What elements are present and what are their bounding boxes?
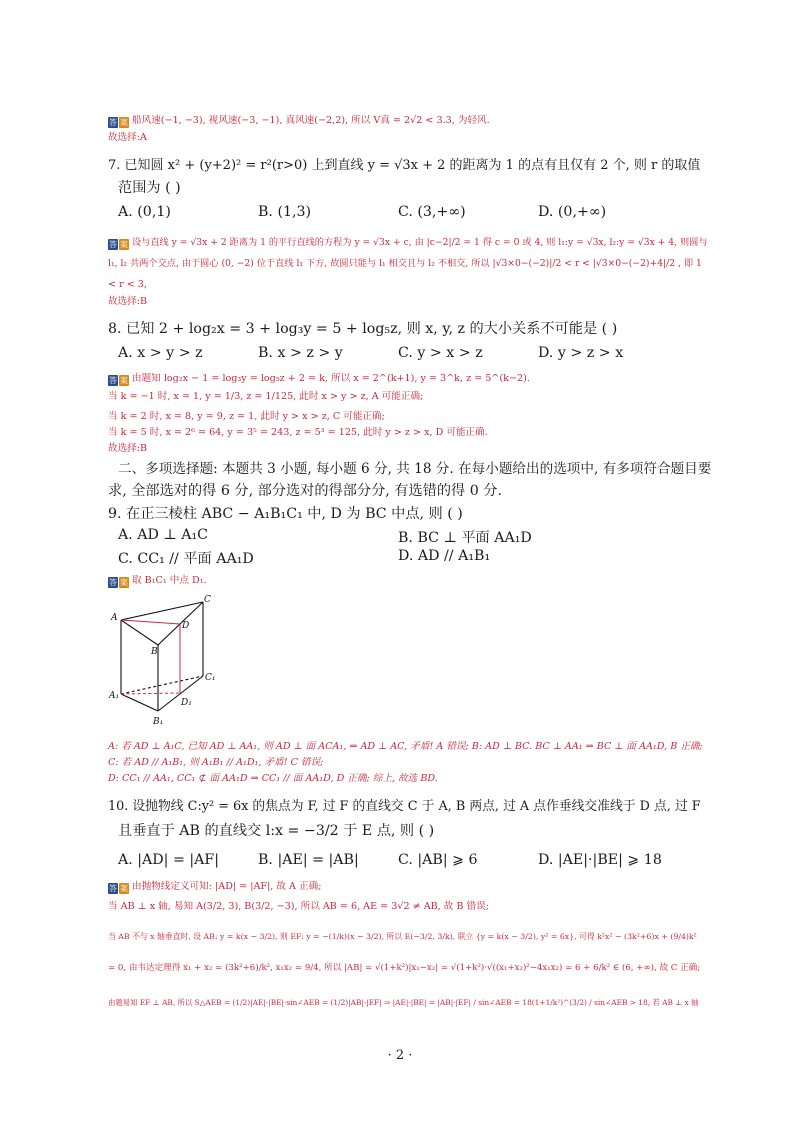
q10-option-c: C. |AB| ⩾ 6 bbox=[398, 852, 478, 868]
q8-option-a: A. x > y > z bbox=[118, 345, 203, 361]
q7-option-d: D. (0,+∞) bbox=[538, 204, 607, 220]
q10-option-b: B. |AE| = |AB| bbox=[258, 852, 359, 868]
label-b1: B₁ bbox=[153, 717, 164, 727]
q9-stem: 9. 在正三棱柱 ABC − A₁B₁C₁ 中, D 为 BC 中点, 则 ( ) bbox=[108, 506, 463, 522]
edge-a1b1 bbox=[121, 694, 158, 711]
q7-answer-line3: < r < 3, bbox=[108, 279, 147, 290]
q10-answer-line1: 答 案 由抛物线定义可知: |AD| = |AF|, 故 A 正确; bbox=[109, 881, 322, 893]
page-number: · 2 · bbox=[387, 1048, 413, 1063]
q9-answer-head: 答 案 取 B₁C₁ 中点 D₁. bbox=[109, 575, 207, 587]
q7-stem-line2: 范围为 ( ) bbox=[118, 180, 181, 196]
q6-answer: 答 案 船风速(−1, −3), 视风速(−3, −1), 真风速(−2,2), 所以 V真 = 2√2 < 3.3, 为轻风. bbox=[109, 115, 490, 127]
q7-option-a: A. (0,1) bbox=[118, 204, 171, 220]
q10-stem-line2: 且垂直于 AB 的直线交 l:x = −3/2 于 E 点, 则 ( ) bbox=[118, 823, 435, 839]
q8-option-c: C. y > x > z bbox=[398, 345, 483, 361]
q7-option-c: C. (3,+∞) bbox=[398, 204, 466, 220]
prism-figure bbox=[108, 590, 228, 740]
q9-answer-line2: C: 若 AD // A₁B₁, 则 A₁B₁ // A₁D₁, 矛盾! C 错误; bbox=[108, 757, 324, 768]
answer-badge: 答 案 bbox=[109, 884, 128, 893]
answer-badge: 答 案 bbox=[109, 118, 128, 127]
q7-answer-choice: 故选择:B bbox=[108, 296, 148, 307]
q7-options bbox=[118, 204, 708, 226]
q8-option-d: D. y > z > x bbox=[538, 345, 624, 361]
label-d: D bbox=[182, 621, 190, 631]
q7-option-b: B. (1,3) bbox=[258, 204, 312, 220]
q8-stem: 8. 已知 2 + log₂x = 3 + log₃y = 5 + log₅z, 则 x, y, z 的大小关系不可能是 ( ) bbox=[108, 321, 618, 337]
q10-answer-line5: 由题易知 EF ⊥ AB, 所以 S△AEB = (1/2)|AE|·|BE|·sin∠AEB = (1/2)|AB|·|EF| ⇒ |AE|·|BE| = |AB|·|EF| / sin∠AEB = 18(1+1/k²)^(3/2) / sin∠AEB > 18, 若 AB ⊥ x 轴 bbox=[108, 998, 699, 1007]
q9-option-b: B. BC ⊥ 平面 AA₁D bbox=[398, 530, 532, 546]
label-d1: D₁ bbox=[181, 698, 192, 708]
q9-answer-line3: D: CC₁ // AA₁, CC₁ ⊄ 面 AA₁D ⇒ CC₁ // 面 AA₁D, D 正确; 综上, 故选 BD. bbox=[108, 773, 438, 784]
q10-option-d: D. |AE|·|BE| ⩾ 18 bbox=[538, 852, 662, 868]
segment-ad bbox=[121, 620, 180, 624]
answer-badge: 答 案 bbox=[109, 240, 128, 249]
q10-stem-line1: 10. 设抛物线 C:y² = 6x 的焦点为 F, 过 F 的直线交 C 于 A, B 两点, 过 A 点作垂线交准线于 D 点, 过 F bbox=[108, 799, 701, 814]
q10-answer-line3: 当 AB 不与 x 轴垂直时, 设 AB: y = k(x − 3/2), 则 EF: y = −(1/k)(x − 3/2), 所以 E(−3/2, 3/k), 联立 {y = k(x − 3/2), y² = 6x}, 可得 k²x² − (3k²+6)x + (9/4)k² bbox=[108, 932, 697, 941]
q6-answer-choice: 故选择:A bbox=[108, 132, 147, 143]
q7-stem-line1: 7. 已知圆 x² + (y+2)² = r²(r>0) 上到直线 y = √3x + 2 的距离为 1 的点有且仅有 2 个, 则 r 的取值 bbox=[108, 158, 701, 173]
q10-answer-line2: 当 AB ⊥ x 轴, 易知 A(3/2, 3), B(3/2, −3), 所以 AB = 6, AE = 3√2 ≠ AB, 故 B 错误; bbox=[108, 901, 489, 912]
q9-option-a: A. AD ⊥ A₁C bbox=[118, 527, 209, 543]
q9-options-row2 bbox=[118, 548, 708, 570]
label-c1: C₁ bbox=[205, 673, 216, 683]
edge-ac bbox=[121, 602, 203, 620]
answer-badge: 答 案 bbox=[109, 578, 128, 587]
label-c: C bbox=[204, 595, 211, 605]
edge-ab bbox=[121, 620, 158, 645]
section2-heading-line1: 二、多项选择题: 本题共 3 小题, 每小题 6 分, 共 18 分. 在每小题给出的选项中, 有多项符合题目要 bbox=[118, 461, 712, 477]
answer-badge: 答 案 bbox=[109, 376, 128, 385]
q9-option-d: D. AD // A₁B₁ bbox=[398, 548, 491, 564]
q10-option-a: A. |AD| = |AF| bbox=[118, 852, 220, 868]
q8-answer-line1: 答 案 由题知 log₂x − 1 = log₃y = log₅z + 2 = k, 所以 x = 2^(k+1), y = 3^k, z = 5^(k−2). bbox=[109, 373, 530, 385]
section2-heading-line2: 求, 全部选对的得 6 分, 部分选对的得部分分, 有选错的得 0 分. bbox=[108, 483, 502, 499]
q8-answer-choice: 故选择:B bbox=[108, 443, 148, 454]
q8-options bbox=[118, 345, 708, 367]
q7-answer-line1: 答 案 设与直线 y = √3x + 2 距离为 1 的平行直线的方程为 y = √3x + c, 由 |c−2|/2 = 1 得 c = 0 或 4, 则 l₁:y = √3x, l₂:y = √3x + 4, 则圆与 bbox=[109, 237, 708, 249]
q8-option-b: B. x > z > y bbox=[258, 345, 343, 361]
label-b: B bbox=[151, 647, 158, 657]
q10-answer-line4: = 0, 由韦达定理得 x₁ + x₂ = (3k²+6)/k², x₁x₂ = 9/4, 所以 |AB| = √(1+k²)|x₁−x₂| = √(1+k²)·√((x₁+x₂)²−4x₁x₂) = 6 + 6/k² ∈ (6, +∞), 故 C 正确; bbox=[108, 963, 701, 973]
q7-answer-line2: l₁, l₂ 共两个交点, 由于圆心 (0, −2) 位于直线 l₁ 下方, 故圆只能与 l₁ 相交且与 l₂ 不相交, 所以 |√3×0−(−2)|/2 < r < |√3×0−(−2)+4|/2 , 即 1 bbox=[108, 258, 702, 269]
q10-options bbox=[118, 852, 708, 874]
label-a: A bbox=[111, 613, 118, 623]
q9-answer-line1: A: 若 AD ⊥ A₁C, 已知 AD ⊥ AA₁, 则 AD ⊥ 面 ACA₁, ⇒ AD ⊥ AC, 矛盾! A 错误; B: AD ⊥ BC. BC ⊥ AA₁ ⇒ BC ⊥ 面 AA₁D, B 正确; bbox=[108, 741, 703, 752]
label-a1: A₁ bbox=[109, 691, 120, 701]
q8-answer-line2: 当 k = −1 时, x = 1, y = 1/3, z = 1/125, 此时 x > y > z, A 可能正确; bbox=[108, 391, 424, 402]
segment-a1d1-hidden bbox=[121, 693, 180, 694]
q8-answer-line3: 当 k = 2 时, x = 8, y = 9, z = 1, 此时 y > x > z, C 可能正确; bbox=[108, 411, 385, 422]
q9-option-c: C. CC₁ // 平面 AA₁D bbox=[118, 551, 254, 567]
q8-answer-line4: 当 k = 5 时, x = 2⁶ = 64, y = 3⁵ = 243, z = 5³ = 125, 此时 y > z > x, D 可能正确. bbox=[108, 427, 488, 438]
q9-options-row1 bbox=[118, 527, 708, 549]
